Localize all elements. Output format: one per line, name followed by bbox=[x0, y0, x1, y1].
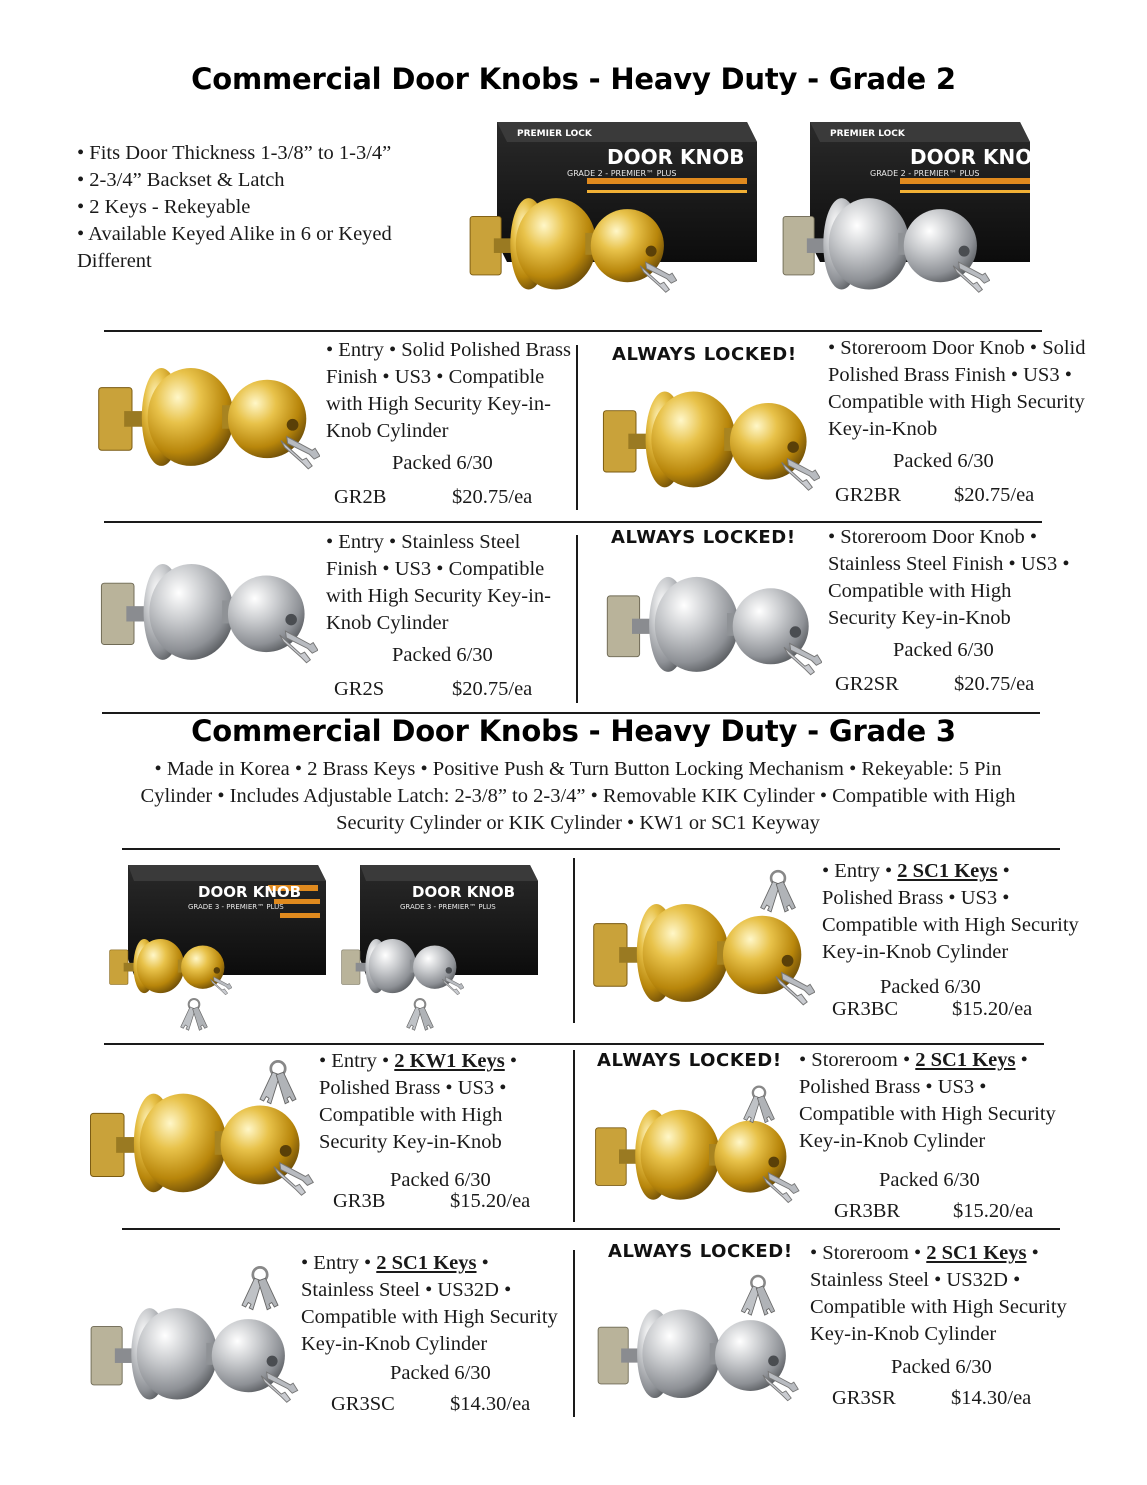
feature-item: • Fits Door Thickness 1-3/8” to 1-3/4” bbox=[77, 142, 392, 164]
gr3br-description: • Storeroom • 2 SC1 Keys • Polished Brass • US3 • Compatible with High Security Key-in-Knob Cylinder bbox=[799, 1049, 1056, 1152]
svg-text:GRADE 2 - PREMIER™ PLUS: GRADE 2 - PREMIER™ PLUS bbox=[567, 169, 677, 178]
gr3b-packed: Packed 6/30 bbox=[390, 1169, 491, 1191]
divider bbox=[104, 1043, 1044, 1045]
gr2b-packed: Packed 6/30 bbox=[392, 452, 493, 474]
gr2b-price: $20.75/ea bbox=[452, 486, 533, 508]
feature-item: • Available Keyed Alike in 6 or Keyed Different bbox=[77, 223, 392, 272]
gr3b-price: $15.20/ea bbox=[450, 1190, 531, 1212]
gr2b-product-image bbox=[85, 345, 320, 485]
gr3bc-code: GR3BC bbox=[832, 998, 899, 1020]
gr2br-always-locked-badge: ALWAYS LOCKED! bbox=[612, 344, 797, 365]
gr3br-packed: Packed 6/30 bbox=[879, 1169, 980, 1191]
gr2s-description: • Entry • Stainless Steel Finish • US3 • Compatible with High Security Key-in-Knob Cylinder bbox=[326, 531, 551, 634]
divider bbox=[122, 1228, 1060, 1230]
grade2-brass-box-image bbox=[457, 112, 757, 322]
divider bbox=[122, 848, 1060, 850]
gr3br-product-image bbox=[580, 1076, 802, 1216]
keyway-emphasis: 2 SC1 Keys bbox=[376, 1252, 477, 1274]
grade3-intro: • Made in Korea • 2 Brass Keys • Positive Push & Turn Button Locking Mechanism • Rekeyable: 5 Pin Cylinder • Includes Adjustable Latch: 2-3/8” to 2-3/4” • Removable KIK Cylinder • Compatible with High Security Cylinder or KIK Cylinder • KW1 or SC1 Keyway bbox=[140, 758, 1016, 834]
gr3sc-price: $14.30/ea bbox=[450, 1393, 531, 1415]
gr2b-code: GR2B bbox=[334, 486, 387, 508]
divider bbox=[573, 1050, 575, 1222]
gr3b-description: • Entry • 2 KW1 Keys • Polished Brass • US3 • Compatible with High Security Key-in-Knob bbox=[319, 1050, 518, 1153]
divider bbox=[104, 521, 1042, 523]
gr2s-product-image bbox=[88, 540, 318, 680]
keyway-emphasis: 2 KW1 Keys bbox=[394, 1050, 505, 1072]
svg-text:DOOR KNOB: DOOR KNOB bbox=[910, 145, 1048, 169]
gr3br-code: GR3BR bbox=[834, 1200, 901, 1222]
gr3sr-packed: Packed 6/30 bbox=[891, 1356, 992, 1378]
gr2b-description: • Entry • Solid Polished Brass Finish • US3 • Compatible with High Security Key-in-Knob Cylinder bbox=[326, 339, 571, 442]
grade3-brass-box-image bbox=[98, 855, 328, 1040]
grade2-steel-box-image bbox=[770, 112, 1070, 322]
gr2sr-code: GR2SR bbox=[835, 673, 899, 695]
gr3sr-description: • Storeroom • 2 SC1 Keys • Stainless Steel • US32D • Compatible with High Security Key-in-Knob Cylinder bbox=[810, 1242, 1067, 1345]
grade3-steel-box-image bbox=[330, 855, 560, 1040]
svg-text:GRADE 3 - PREMIER™ PLUS: GRADE 3 - PREMIER™ PLUS bbox=[400, 903, 496, 911]
gr2br-product-image bbox=[590, 370, 820, 505]
grade2-title: Commercial Door Knobs - Heavy Duty - Grade 2 bbox=[191, 62, 956, 96]
gr2sr-always-locked-badge: ALWAYS LOCKED! bbox=[611, 527, 796, 548]
svg-text:PREMIER LOCK: PREMIER LOCK bbox=[830, 129, 905, 139]
divider bbox=[573, 858, 575, 1023]
gr3bc-product-image bbox=[580, 862, 820, 1022]
gr2sr-packed: Packed 6/30 bbox=[893, 639, 994, 661]
gr3sc-packed: Packed 6/30 bbox=[390, 1362, 491, 1384]
gr3sr-price: $14.30/ea bbox=[951, 1387, 1032, 1409]
gr3bc-description: • Entry • 2 SC1 Keys • Polished Brass • US3 • Compatible with High Security Key-in-Knob Cylinder bbox=[822, 860, 1079, 963]
feature-item: • 2 Keys - Rekeyable bbox=[77, 196, 251, 218]
gr3sr-product-image bbox=[583, 1266, 803, 1416]
gr3sc-code: GR3SC bbox=[331, 1393, 395, 1415]
gr3b-product-image bbox=[75, 1050, 320, 1210]
grade3-title: Commercial Door Knobs - Heavy Duty - Grade 3 bbox=[191, 714, 956, 748]
gr3br-price: $15.20/ea bbox=[953, 1200, 1034, 1222]
gr2sr-product-image bbox=[594, 555, 822, 690]
feature-item: • 2-3/4” Backset & Latch bbox=[77, 169, 285, 191]
svg-text:GRADE 3 - PREMIER™ PLUS: GRADE 3 - PREMIER™ PLUS bbox=[188, 903, 284, 911]
grade2-feature-list bbox=[77, 140, 437, 275]
keyway-emphasis: 2 SC1 Keys bbox=[926, 1242, 1027, 1264]
gr2sr-description: • Storeroom Door Knob • Stainless Steel Finish • US3 • Compatible with High Security Key-in-Knob bbox=[828, 526, 1070, 629]
gr3b-code: GR3B bbox=[333, 1190, 386, 1212]
gr2s-price: $20.75/ea bbox=[452, 678, 533, 700]
gr2br-price: $20.75/ea bbox=[954, 484, 1035, 506]
svg-text:PREMIER LOCK: PREMIER LOCK bbox=[517, 129, 592, 139]
gr2s-packed: Packed 6/30 bbox=[392, 644, 493, 666]
gr3sr-always-locked-badge: ALWAYS LOCKED! bbox=[608, 1241, 793, 1262]
gr3br-always-locked-badge: ALWAYS LOCKED! bbox=[597, 1050, 782, 1071]
gr3sc-description: • Entry • 2 SC1 Keys • Stainless Steel • US32D • Compatible with High Security Key-in-Knob Cylinder bbox=[301, 1252, 558, 1355]
keyway-emphasis: 2 SC1 Keys bbox=[915, 1049, 1016, 1071]
svg-text:DOOR KNOB: DOOR KNOB bbox=[607, 145, 745, 169]
divider bbox=[576, 345, 578, 510]
gr2br-code: GR2BR bbox=[835, 484, 902, 506]
gr2sr-price: $20.75/ea bbox=[954, 673, 1035, 695]
divider bbox=[576, 535, 578, 703]
gr2br-description: • Storeroom Door Knob • Solid Polished Brass Finish • US3 • Compatible with High Security Key-in-Knob bbox=[828, 337, 1086, 440]
gr2br-packed: Packed 6/30 bbox=[893, 450, 994, 472]
gr3sc-product-image bbox=[75, 1258, 305, 1418]
keyway-emphasis: 2 SC1 Keys bbox=[897, 860, 998, 882]
gr3sr-code: GR3SR bbox=[832, 1387, 896, 1409]
gr2s-code: GR2S bbox=[334, 678, 385, 700]
gr3bc-price: $15.20/ea bbox=[952, 998, 1033, 1020]
divider bbox=[573, 1250, 575, 1417]
svg-text:DOOR KNOB: DOOR KNOB bbox=[412, 883, 516, 901]
gr3bc-packed: Packed 6/30 bbox=[880, 976, 981, 998]
divider bbox=[104, 330, 1042, 332]
svg-text:GRADE 2 - PREMIER™ PLUS: GRADE 2 - PREMIER™ PLUS bbox=[870, 169, 980, 178]
svg-text:DOOR KNOB: DOOR KNOB bbox=[198, 883, 302, 901]
